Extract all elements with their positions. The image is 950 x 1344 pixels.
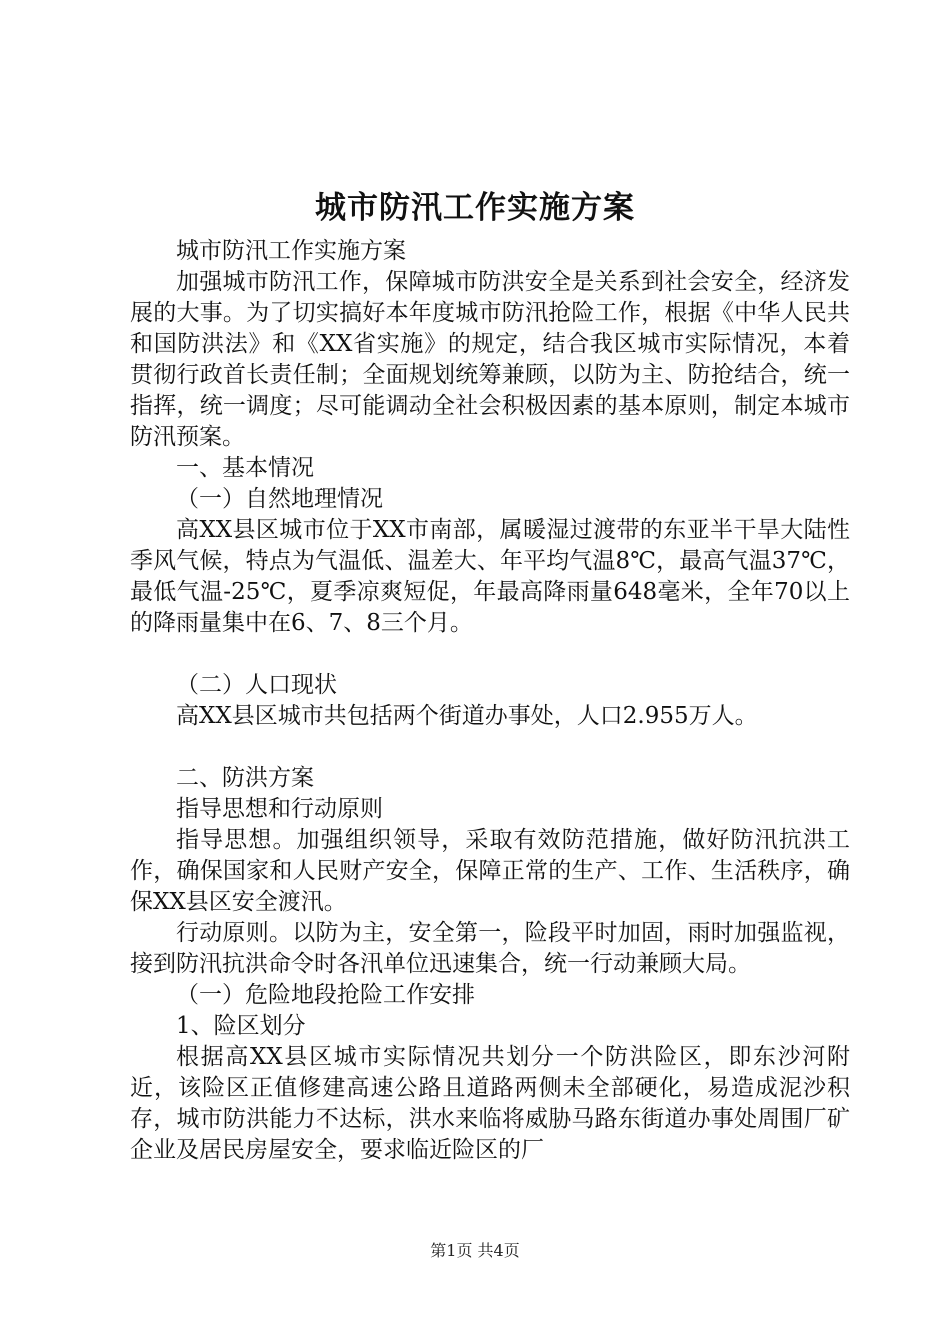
subsection-heading-danger-zones: （一）危险地段抢险工作安排 bbox=[176, 982, 475, 1008]
section-heading-flood-plan: 二、防洪方案 bbox=[176, 765, 314, 791]
paragraph-zone-division: 根据高XX县区城市实际情况共划分一个防洪险区，即东沙河附近，该险区正值修建高速公路且道路两侧未全部硬化，易造成泥沙积存，城市防洪能力不达标，洪水来临将威胁马路东街道办事处周围厂矿企业及居民房屋安全，要求临近险区的厂 bbox=[130, 1044, 850, 1163]
subsection-heading-geography: （一）自然地理情况 bbox=[176, 486, 383, 512]
page-footer: 第1页 共4页 bbox=[430, 1241, 520, 1260]
paragraph-geography: 高XX县区城市位于XX市南部，属暖湿过渡带的东亚半干旱大陆性季风气候，特点为气温低、温差大、年平均气温8℃，最高气温37℃，最低气温-25℃，夏季凉爽短促，年最高降雨量648毫米，全年70以上的降雨量集中在6、7、8三个月。 bbox=[130, 517, 850, 636]
paragraph-guiding-thought: 指导思想。加强组织领导，采取有效防范措施，做好防汛抗洪工作，确保国家和人民财产安全，保障正常的生产、工作、生活秩序，确保XX县区安全渡汛。 bbox=[130, 827, 850, 915]
subsection-heading-guiding-principles: 指导思想和行动原则 bbox=[176, 796, 383, 822]
paragraph-population: 高XX县区城市共包括两个街道办事处，人口2.955万人。 bbox=[176, 703, 758, 729]
document-title: 城市防汛工作实施方案 bbox=[315, 190, 635, 226]
section-heading-basic-situation: 一、基本情况 bbox=[176, 455, 314, 481]
paragraph-intro: 加强城市防汛工作，保障城市防洪安全是关系到社会安全，经济发展的大事。为了切实搞好本年度城市防汛抢险工作，根据《中华人民共和国防洪法》和《XX省实施》的规定，结合我区城市实际情况，本着贯彻行政首长责任制；全面规划统筹兼顾，以防为主、防抢结合，统一指挥，统一调度；尽可能调动全社会积极因素的基本原则，制定本城市防汛预案。 bbox=[130, 269, 850, 450]
subsection-heading-population: （二）人口现状 bbox=[176, 672, 337, 698]
paragraph-action-principle: 行动原则。以防为主，安全第一，险段平时加固，雨时加强监视，接到防汛抗洪命令时各汛单位迅速集合，统一行动兼顾大局。 bbox=[130, 920, 850, 977]
document-body bbox=[130, 236, 850, 1166]
item-heading-zone-division: 1、险区划分 bbox=[176, 1013, 306, 1039]
paragraph-doc-heading: 城市防汛工作实施方案 bbox=[176, 238, 406, 264]
